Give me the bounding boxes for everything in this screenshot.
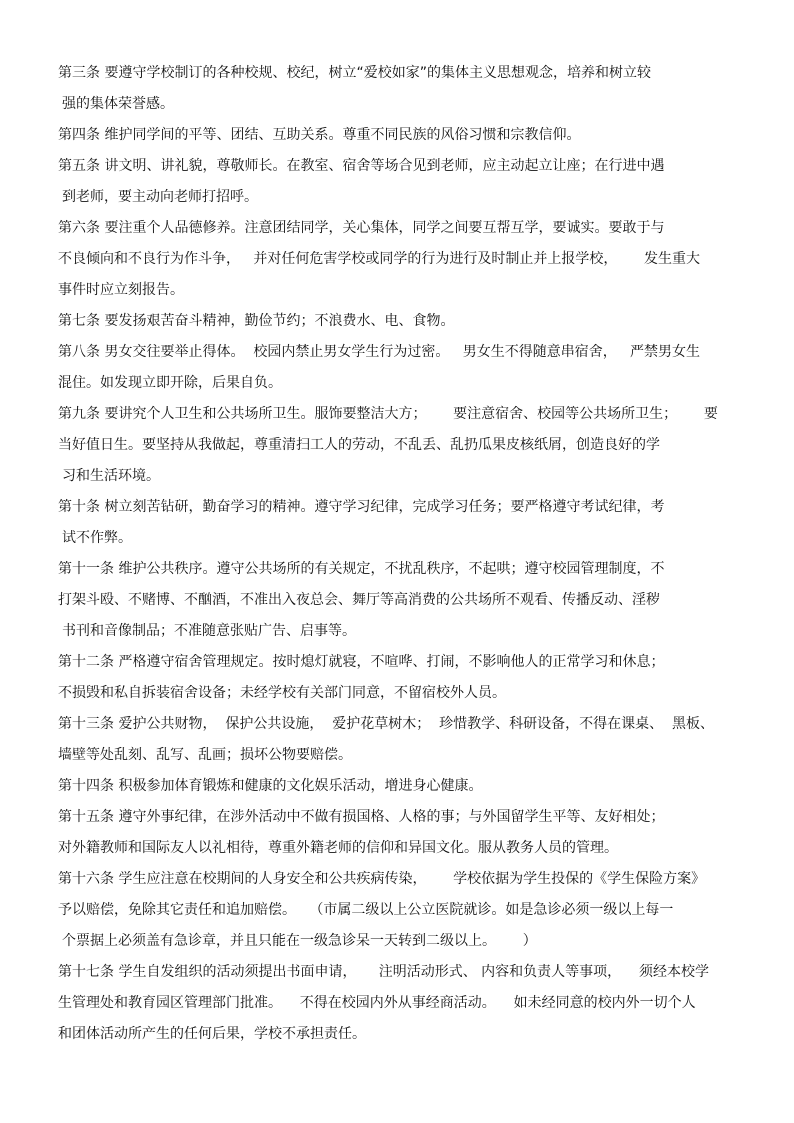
text-line: 第九条 要讲究个人卫生和公共场所卫生。服饰要整洁大方； 要注意宿舍、校园等公共场所卫生； 要 bbox=[58, 406, 718, 422]
text-line: 墙壁等处乱刻、乱写、乱画；损坏公物要赔偿。 bbox=[58, 747, 352, 763]
text-line: 不损毁和私自拆装宿舍设备；未经学校有关部门同意，不留宿校外人员。 bbox=[58, 685, 506, 701]
text-line: 第十七条 学生自发组织的活动须提出书面申请， 注明活动形式、 内容和负责人等事项， 须经本校学 bbox=[58, 964, 709, 980]
text-line: 第三条 要遵守学校制订的各种校规、校纪，树立“爱校如家”的集体主义思想观念，培养和树立较 bbox=[58, 65, 651, 81]
text-line: 第十六条 学生应注意在校期间的人身安全和公共疾病传染， 学校依据为学生投保的《学生保险方案》 bbox=[58, 871, 706, 887]
text-line: 第七条 要发扬艰苦奋斗精神，勤俭节约；不浪费水、电、食物。 bbox=[58, 313, 455, 329]
text-line: 个票据上必须盖有急诊章，并且只能在一级急诊呆一天转到二级以上。 ） bbox=[62, 933, 537, 949]
text-line: 第十五条 遵守外事纪律，在涉外活动中不做有损国格、人格的事；与外国留学生平等、友好相处； bbox=[58, 809, 665, 825]
text-line: 混住。如发现立即开除，后果自负。 bbox=[58, 375, 282, 391]
text-line: 到老师，要主动向老师打招呼。 bbox=[62, 189, 258, 205]
text-line: 第八条 男女交往要举止得体。 校园内禁止男女学生行为过密。 男女生不得随意串宿舍， 严禁男女生 bbox=[58, 344, 701, 360]
text-line: 予以赔偿，免除其它责任和追加赔偿。 （市属二级以上公立医院就诊。如是急诊必须一级以上每一 bbox=[58, 902, 674, 918]
text-line: 习和生活环境。 bbox=[62, 468, 160, 484]
text-line: 第十二条 严格遵守宿舍管理规定。按时熄灯就寝，不喧哗、打闹，不影响他人的正常学习和休息； bbox=[58, 654, 665, 670]
text-line: 第十三条 爱护公共财物， 保护公共设施， 爱护花草树木； 珍惜教学、科研设备，不得在课桌、 黑板、 bbox=[58, 716, 715, 732]
text-line: 事件时应立刻报告。 bbox=[58, 282, 184, 298]
text-line: 第十条 树立刻苦钻研，勤奋学习的精神。遵守学习纪律，完成学习任务；要严格遵守考试纪律，考 bbox=[58, 499, 665, 515]
text-line: 第十一条 维护公共秩序。遵守公共场所的有关规定，不扰乱秩序，不起哄；遵守校园管理制度，不 bbox=[58, 561, 665, 577]
text-line: 第五条 讲文明、讲礼貌，尊敬师长。在教室、宿舍等场合见到老师，应主动起立让座；在行进中遇 bbox=[58, 158, 665, 174]
text-line: 对外籍教师和国际友人以礼相待，尊重外籍老师的信仰和异国文化。服从教务人员的管理。 bbox=[58, 840, 618, 856]
text-line: 和团体活动所产生的任何后果，学校不承担责任。 bbox=[58, 1026, 366, 1042]
text-line: 第四条 维护同学间的平等、团结、互助关系。尊重不同民族的风俗习惯和宗教信仰。 bbox=[58, 127, 581, 143]
text-line: 打架斗殴、不赌博、不酗酒，不准出入夜总会、舞厅等高消费的公共场所不观看、传播反动、淫秽 bbox=[58, 592, 660, 608]
text-line: 第十四条 积极参加体育锻炼和健康的文化娱乐活动，增进身心健康。 bbox=[58, 778, 483, 794]
text-line: 书刊和音像制品；不准随意张贴广告、启事等。 bbox=[62, 623, 356, 639]
text-line: 不良倾向和不良行为作斗争， 并对任何危害学校或同学的行为进行及时制止并上报学校， 发生重大 bbox=[58, 251, 701, 267]
text-line: 第六条 要注重个人品德修养。注意团结同学，关心集体，同学之间要互帮互学，要诚实。要敢于与 bbox=[58, 220, 665, 236]
text-line: 生管理处和教育园区管理部门批准。 不得在校园内外从事经商活动。 如未经同意的校内外一切个人 bbox=[58, 995, 696, 1011]
text-line: 当好值日生。要坚持从我做起，尊重清扫工人的劳动，不乱丢、乱扔瓜果皮核纸屑，创造良好的学 bbox=[58, 437, 660, 453]
text-line: 试不作弊。 bbox=[62, 530, 132, 546]
text-line: 强的集体荣誉感。 bbox=[62, 96, 174, 112]
